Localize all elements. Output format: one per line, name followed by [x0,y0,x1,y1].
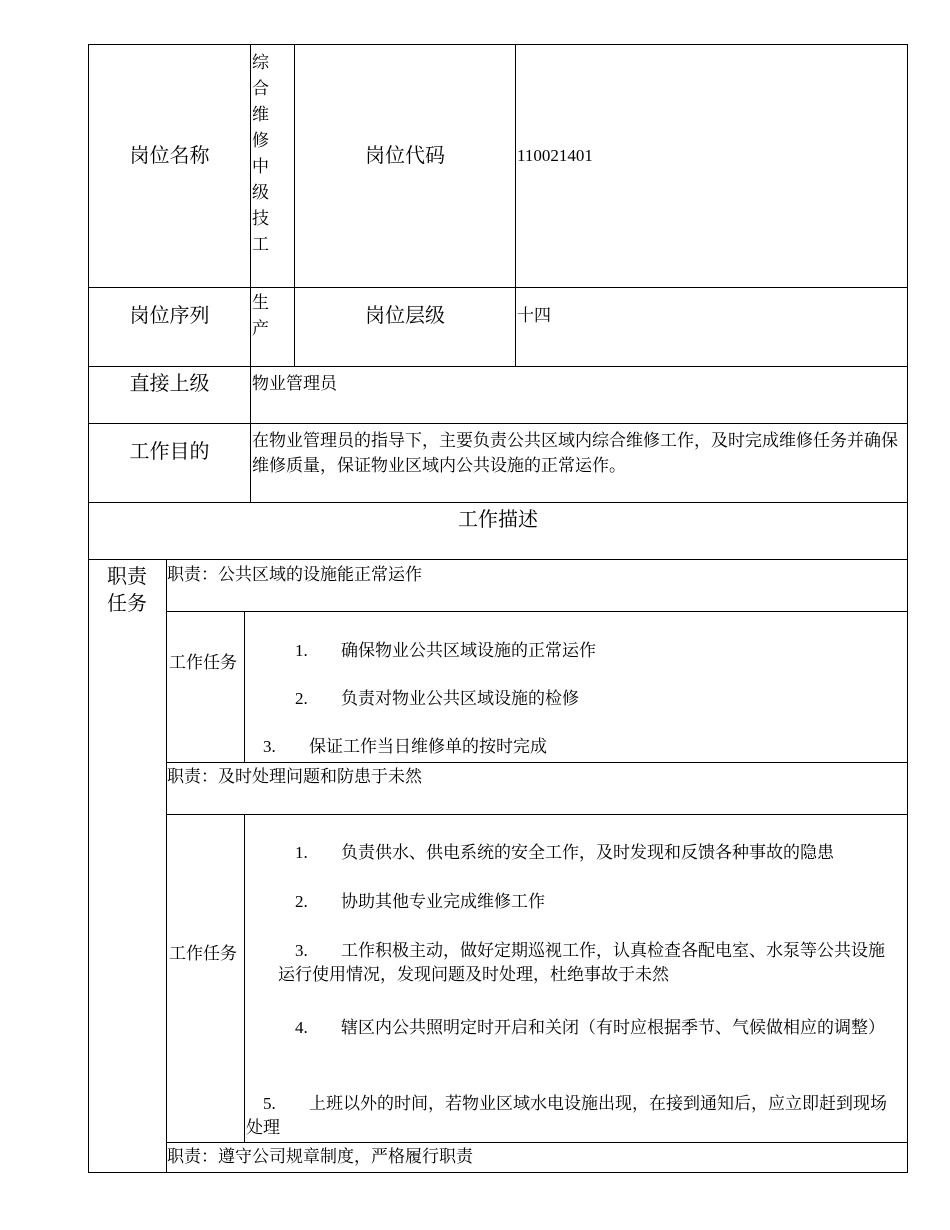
post-name-value: 综合维修中级技工 [252,53,269,254]
task-text: 上班以外的时间，若物业区域水电设施出现，在接到通知后，应立即赶到现场处理 [246,1094,887,1137]
duty2-task-label: 工作任务 [169,944,237,963]
task-number: 2. [295,892,308,911]
task-number: 2. [295,689,308,708]
task-text: 工作积极主动，做好定期巡视工作，认真检查各配电室、水泵等公共设施运行使用情况，发现问题及时处理，杜绝事故于未然 [278,941,885,984]
task-text: 协助其他专业完成维修工作 [341,892,545,911]
superior-value: 物业管理员 [252,374,337,393]
post-level-label: 岗位层级 [365,305,445,327]
duties-label: 职责任务 [107,566,147,615]
post-code-value: 110021401 [517,146,593,165]
duties-label-cell [88,559,167,1173]
post-series-value: 生产 [252,293,269,338]
task-text: 辖区内公共照明定时开启和关闭（有时应根据季节、气候做相应的调整） [341,1018,885,1037]
task-text: 负责供水、供电系统的安全工作，及时发现和反馈各种事故的隐患 [341,843,834,862]
post-level-value-cell [515,287,908,367]
duty1-task-label-cell [166,611,245,763]
task-text: 保证工作当日维修单的按时完成 [309,737,547,756]
duty3-text: 职责：遵守公司规章制度，严格履行职责 [167,1147,473,1166]
task-number: 3. [263,737,276,756]
duty2-task-4 [278,992,890,1064]
duty1-text: 职责：公共区域的设施能正常运作 [167,565,422,584]
task-text: 确保物业公共区域设施的正常运作 [341,641,596,660]
purpose-value: 在物业管理员的指导下，主要负责公共区域内综合维修工作，及时完成维修任务并确保维修质量，保证物业区域内公共设施的正常运作。 [252,431,898,475]
task-number: 5. [263,1094,276,1113]
duty2-task-label-cell [166,814,245,1143]
duty1-task-label: 工作任务 [169,653,237,672]
post-series-label: 岗位序列 [129,305,210,327]
task-number: 1. [295,843,308,862]
post-code-label: 岗位代码 [365,145,445,167]
post-name-label: 岗位名称 [129,145,210,167]
work-description-title: 工作描述 [458,509,538,531]
task-number: 1. [295,641,308,660]
task-number: 4. [295,1018,308,1037]
post-level-value: 十四 [517,306,551,325]
task-number: 3. [295,941,308,960]
superior-label: 直接上级 [129,373,210,395]
task-text: 负责对物业公共区域设施的检修 [341,689,579,708]
duty2-text: 职责：及时处理问题和防患于未然 [167,767,422,786]
purpose-label: 工作目的 [129,441,210,463]
superior-value-cell [250,366,908,424]
